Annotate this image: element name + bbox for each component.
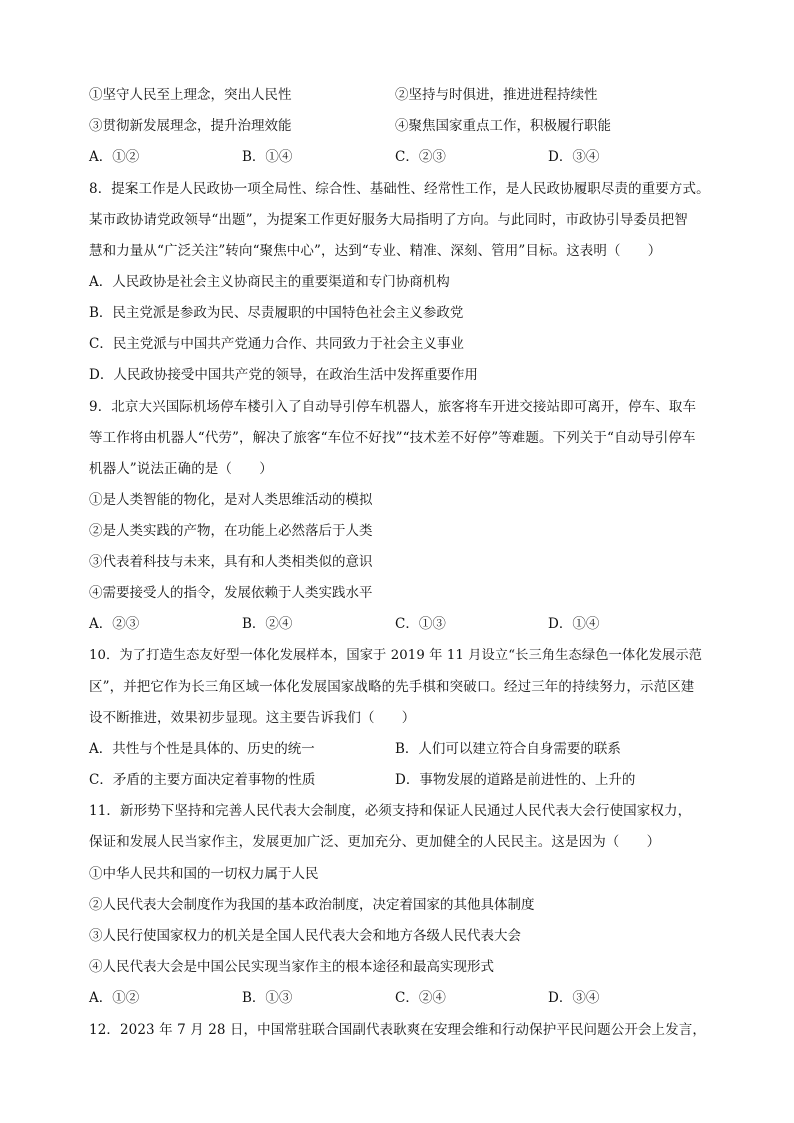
q7-option-1: ①坚守人民至上理念，突出人民性 (89, 87, 292, 103)
q7-choice-a: A．①② (89, 149, 140, 165)
q11-stem-line-1: 11．新形势下坚持和完善人民代表大会制度，必须支持和保证人民通过人民代表大会行使国家权力， (89, 803, 692, 819)
q7-choice-d: D．③④ (548, 149, 600, 165)
q7-choice-c: C．②③ (395, 149, 446, 165)
q9-choice-a: A．②③ (89, 616, 140, 632)
q8-stem-line-2: 某市政协请党政领导“出题”，为提案工作更好服务大局指明了方向。与此同时，市政协引导委员把智 (89, 212, 688, 228)
q10-stem-line-1: 10．为了打造生态友好型一体化发展样本，国家于 2019 年 11 月设立“长三角生态绿色一体化发展示范 (89, 648, 703, 663)
q10-choice-d: D．事物发展的道路是前进性的、上升的 (395, 772, 636, 788)
q11-option-4: ④人民代表大会是中国公民实现当家作主的根本途径和最高实现形式 (89, 959, 494, 975)
q7-option-2: ②坚持与时俱进，推进进程持续性 (395, 87, 598, 103)
q9-option-2: ②是人类实践的产物，在功能上必然落后于人类 (89, 523, 373, 539)
q9-option-4: ④需要接受人的指令，发展依赖于人类实践水平 (89, 585, 373, 601)
q7-option-4: ④聚焦国家重点工作，积极履行职能 (395, 118, 611, 134)
q7-choice-b: B．①④ (242, 149, 293, 165)
q9-choice-d: D．①④ (548, 616, 600, 632)
q11-choice-c: C．②④ (395, 990, 446, 1006)
q11-choice-a: A．①② (89, 990, 140, 1006)
q9-choice-b: B．②④ (242, 616, 293, 632)
q11-choice-d: D．③④ (548, 990, 600, 1006)
q10-choice-c: C．矛盾的主要方面决定着事物的性质 (89, 772, 316, 788)
q8-choice-b: B．民主党派是参政为民、尽责履职的中国特色社会主义参政党 (89, 305, 464, 321)
q10-choice-b: B．人们可以建立符合自身需要的联系 (395, 741, 621, 757)
q8-stem-line-3: 慧和力量从“广泛关注”转向“聚焦中心”，达到“专业、精准、深刻、管用”目标。这表明（ ） (89, 243, 662, 259)
q11-stem-line-2: 保证和发展人民当家作主，发展更加广泛、更加充分、更加健全的人民民主。这是因为（ ） (89, 834, 661, 850)
q7-option-3: ③贯彻新发展理念，提升治理效能 (89, 118, 292, 134)
q8-choice-a: A．人民政协是社会主义协商民主的重要渠道和专门协商机构 (89, 274, 450, 290)
q11-choice-b: B．①③ (242, 990, 293, 1006)
q9-choice-c: C．①③ (395, 616, 446, 632)
q12-stem-line-1: 12．2023 年 7 月 28 日，中国常驻联合国副代表耿爽在安理会维和行动保护平民问题公开会上发言， (89, 1022, 706, 1038)
q9-stem-line-3: 机器人”说法正确的是（ ） (89, 461, 273, 477)
q10-stem-line-2: 区”，并把它作为长三角区域一体化发展国家战略的先手棋和突破口。经过三年的持续努力，示范区建 (89, 679, 695, 695)
q9-stem-line-1: 9．北京大兴国际机场停车楼引入了自动导引停车机器人，旅客将车开进交接站即可离开，停车、取车 (89, 399, 697, 415)
q10-choice-a: A．共性与个性是具体的、历史的统一 (89, 741, 315, 757)
q9-stem-line-2: 等工作将由机器人“代劳”，解决了旅客“车位不好找”“技术差不好停”等难题。下列关于“自动导引停车 (89, 430, 696, 446)
q8-stem-line-1: 8．提案工作是人民政协一项全局性、综合性、基础性、经常性工作，是人民政协履职尽责的重要方式。 (89, 181, 710, 197)
q11-option-2: ②人民代表大会制度作为我国的基本政治制度，决定着国家的其他具体制度 (89, 897, 535, 913)
q11-option-1: ①中华人民共和国的一切权力属于人民 (89, 866, 319, 882)
q8-choice-c: C．民主党派与中国共产党通力合作、共同致力于社会主义事业 (89, 336, 464, 352)
q9-option-3: ③代表着科技与未来，具有和人类相类似的意识 (89, 554, 373, 570)
q10-stem-line-3: 设不断推进，效果初步显现。这主要告诉我们（ ） (89, 710, 416, 726)
q9-option-1: ①是人类智能的物化，是对人类思维活动的模拟 (89, 492, 373, 508)
q8-choice-d: D．人民政协接受中国共产党的领导，在政治生活中发挥重要作用 (89, 367, 478, 383)
q11-option-3: ③人民行使国家权力的机关是全国人民代表大会和地方各级人民代表大会 (89, 928, 521, 944)
